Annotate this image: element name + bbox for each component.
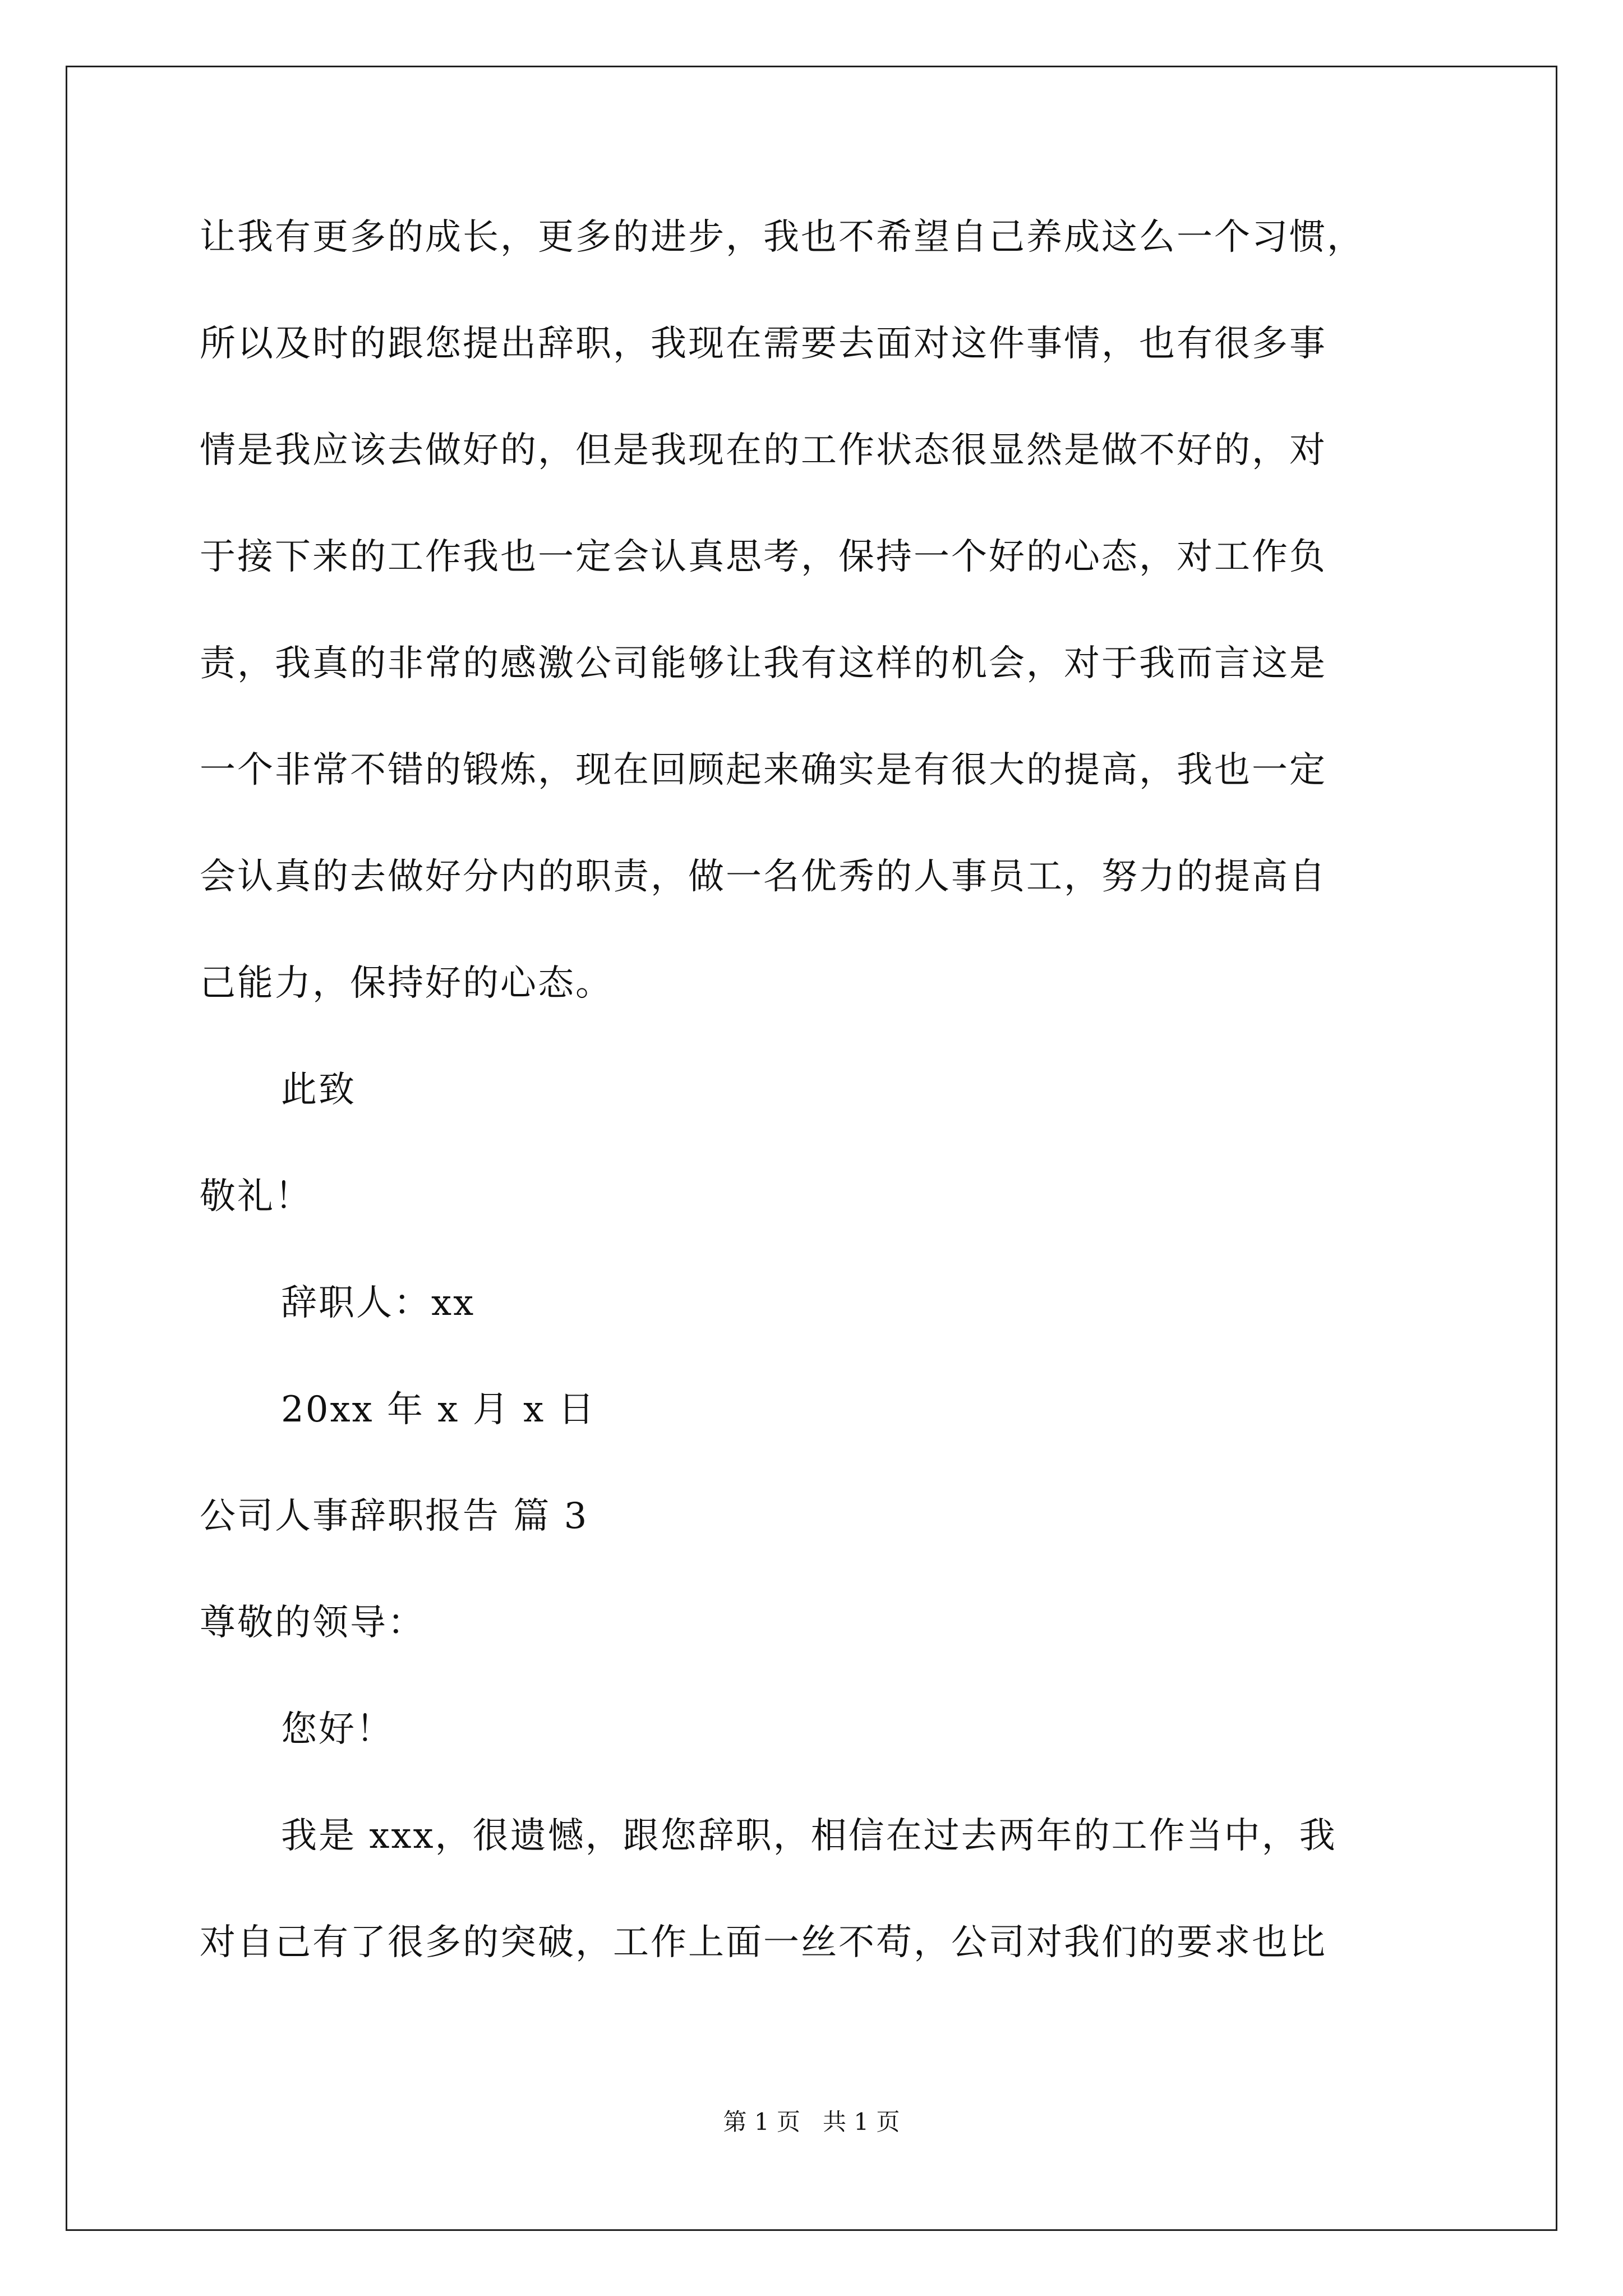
- paragraph-line: 责，我真的非常的感激公司能够让我有这样的机会，对于我而言这是: [200, 643, 1327, 684]
- paragraph-line: 对自己有了很多的突破，工作上面一丝不苟，公司对我们的要求也比: [200, 1922, 1327, 1963]
- section-title: 公司人事辞职报告 篇 3: [200, 1496, 589, 1537]
- paragraph-line: 会认真的去做好分内的职责，做一名优秀的人事员工，努力的提高自: [200, 856, 1327, 898]
- salute-text: 敬礼！: [200, 1176, 312, 1217]
- date-line: 20xx 年 x 月 x 日: [281, 1389, 596, 1430]
- paragraph-line: 一个非常不错的锻炼，现在回顾起来确实是有很大的提高，我也一定: [200, 749, 1327, 791]
- paragraph-line: 我是 xxx，很遗憾，跟您辞职，相信在过去两年的工作当中，我: [281, 1815, 1337, 1857]
- greeting-to: 尊敬的领导：: [200, 1602, 425, 1644]
- greeting: 您好！: [281, 1709, 394, 1750]
- paragraph-line: 所以及时的跟您提出辞职，我现在需要去面对这件事情，也有很多事: [200, 323, 1327, 365]
- page-border: [66, 66, 1557, 2231]
- signer-line: 辞职人：xx: [281, 1282, 476, 1324]
- page-number-footer: 第 1 页 共 1 页: [723, 2108, 900, 2136]
- paragraph-line: 情是我应该去做好的，但是我现在的工作状态很显然是做不好的，对: [200, 430, 1327, 471]
- closing-text: 此致: [281, 1069, 356, 1111]
- paragraph-line: 于接下来的工作我也一定会认真思考，保持一个好的心态，对工作负: [200, 536, 1327, 578]
- paragraph-line: 己能力，保持好的心态。: [200, 963, 613, 1004]
- paragraph-line: 让我有更多的成长，更多的进步，我也不希望自己养成这么一个习惯，: [200, 217, 1364, 258]
